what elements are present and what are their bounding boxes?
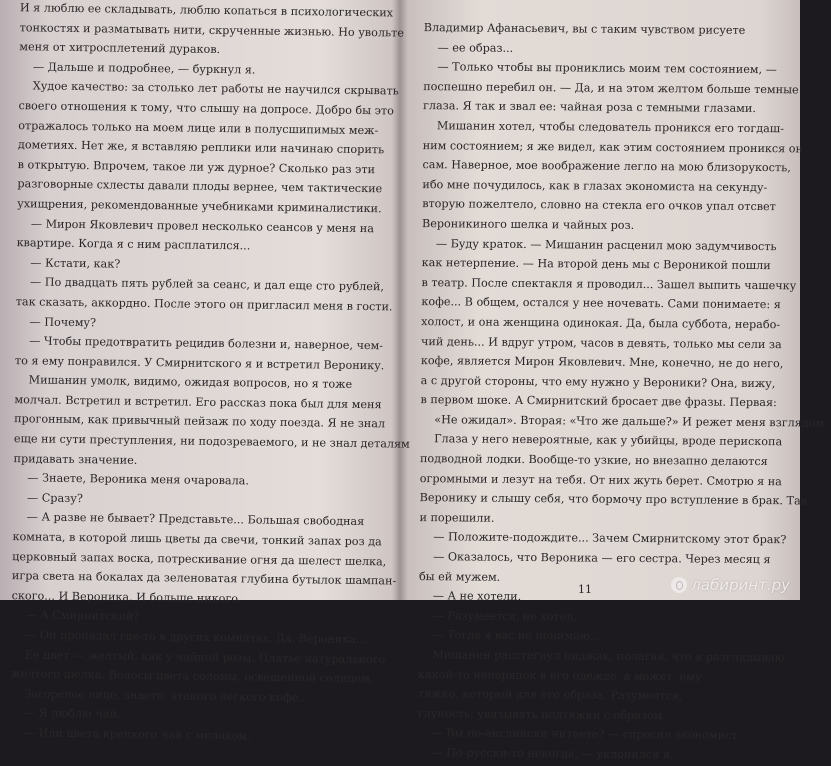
text-line: Веронику и слышу себя, что бормочу про вступление в брак. Так — [419, 491, 808, 508]
watermark — [671, 576, 790, 594]
text-line: меня от хитросплетений дураков. — [19, 40, 221, 57]
text-line: И я люблю ее складывать, люблю копаться в психологических — [19, 1, 394, 20]
text-line: комната, в которой лишь цветы да свечи, тонкий запах роз да — [12, 530, 382, 549]
text-line: отражалось только на моем лице или в полусшипимых меж- — [18, 118, 379, 137]
text-line: — Он пропадал где-то в других комнатах. Да, Вероника... — [25, 628, 367, 647]
text-line: разговорные схлесты давали плоды вернее, чем тактические — [17, 177, 383, 196]
text-line: Худое качество: за столько лет работы не научился скрывать — [32, 79, 399, 98]
text-line: — ее образ... — [437, 40, 514, 55]
text-line: желтого шелка. Волосы цвета соломы, освещенной солнцем. — [10, 667, 374, 686]
text-line: холост, и она женщина одинокая. Да, была суббота, нерабо- — [421, 314, 781, 332]
text-line: Глаза у него невероятные, как у убийцы, вроде перископа — [434, 432, 783, 449]
text-line: какой-то непорядок в его одежде, а может, ему — [418, 667, 702, 684]
text-line: сам. Наверное, мое воображение легло на мою близорукость, — [422, 158, 791, 175]
text-line: в открытую. Впрочем, такое ли уж дурное? Сколько раз эти — [17, 157, 376, 176]
text-line: — Дальше и подробнее, — буркнул я. — [32, 60, 256, 77]
text-line: Загорелое лицо, знаете, этакого легкого кофе... — [24, 687, 310, 705]
text-line: ибо мне почудилось, как в глазах экономиста на секунду- — [422, 177, 768, 194]
text-line: тяжко, который для его образа. Разумеется, — [417, 687, 683, 703]
text-line: — Разумеется, не хотел. — [432, 609, 578, 624]
text-line: и порешили. — [419, 510, 495, 525]
text-line: Владимир Афанасьевич, вы с таким чувством рисуете — [423, 21, 746, 37]
text-line: в театр. После спектакля я проводил... Зашел выпить чашечку — [421, 275, 797, 293]
text-line: — По-русски-то некогда, — уклонился я. — [431, 746, 674, 762]
text-line: — Буду краток. — Мишанин расценил мою задумчивость — [435, 236, 777, 253]
text-line: — Чтобы предотвратить рецидив болезни и, наверное, чем- — [29, 334, 384, 353]
text-line: то я ему понравился. У Смирнитского я и встретил Веронику. — [14, 353, 385, 373]
text-line: прогонным, как привычный пейзаж по ходу поезда. Я не знал — [14, 412, 386, 431]
page-number: 11 — [578, 583, 592, 596]
text-line: еще ни сути преступления, ни подозреваемого, и не знал деталям — [13, 432, 410, 451]
text-line: Мишанин умолк, видимо, ожидая вопросов, но я тоже — [28, 373, 353, 392]
text-line: поспешно перебил он. — Да, и на этом желтом больше темные — [423, 79, 799, 97]
text-line: — А разве не бывает? Представьте... Большая свободная — [26, 510, 365, 529]
text-line: ним состоянием; я же видел, как этим состоянием проникся он — [422, 138, 804, 155]
text-line: игра света на бокалах да зеленоватая глубина бутылок шампан- — [11, 569, 397, 588]
text-line: в первом шоке. А Смирнитский бросает две фразы. Первая: — [420, 393, 777, 410]
text-line: дометиях. Нет же, я вставляю реплики или начинаю спорить — [17, 138, 385, 157]
text-line: — Только чтобы вы прониклись моим тем состоянием, — — [437, 60, 777, 77]
text-line: а с другой стороны, что ему нужно у Вероники? Она, вижу, — [420, 373, 776, 390]
text-line: молчал. Встретил и встретил. Его рассказ пока был для меня — [14, 393, 382, 412]
text-line: огромными и лезут на тебя. От них жуть берет. Смотрю я на — [419, 471, 782, 488]
text-line: — Знаете, Вероника меня очаровала. — [27, 471, 250, 488]
text-line: ского... И Вероника. И больше никого. — [11, 588, 242, 606]
text-line: Мишанин расстегнул пиджак, полагая, что я разглядываю — [432, 648, 785, 665]
text-line: Мишанин хотел, чтобы следователь проникся его тогдаш- — [436, 119, 785, 136]
text-line: кофе, является Мирон Яковлевич. Мне, конечно, не до него, — [420, 354, 784, 371]
text-line: — Кстати, как? — [30, 256, 121, 271]
text-line: — Тогда я вас не понимаю... — [432, 628, 601, 644]
text-line: — Мирон Яковлевич провел несколько сеансов у меня на — [30, 216, 375, 235]
text-line: — Положите-подождите... Зачем Смирнитскому этот брак? — [433, 530, 787, 547]
text-line: кофе... В общем, остался у нее ночевать. Сами понимаете: я — [421, 295, 781, 312]
text-line: придавать значение. — [13, 451, 138, 467]
text-line: своего отношения к тому, что слышу на допросе. Добро бы это — [18, 99, 394, 118]
text-line: бы ей мужем. — [418, 569, 501, 584]
labirint-logo-icon — [671, 577, 687, 593]
text-line: — Почему? — [29, 314, 97, 329]
text-line: — Я люблю чай. — [23, 706, 121, 722]
text-line: церковный запах воска, потрескивание огня да шелест шелка, — [12, 549, 387, 568]
text-line: чий день... И вдруг утром, часов в девять, только мы сели за — [420, 334, 782, 351]
text-line: — А Смирнитский? — [25, 608, 140, 624]
text-line: — По двадцать пять рублей за сеанс, и дал еще сто рублей, — [29, 275, 385, 294]
text-line: «Не ожидал». Вторая: «Что же дальше?» И режет меня взглядом. — [434, 413, 828, 430]
text-line: ухищрения, рекомендованные учебниками криминалистики. — [17, 197, 382, 216]
text-line: глаза. Я так и звал ее: чайная роза с темными глазами. — [423, 99, 756, 116]
text-line: — Или цвета крепкого чая с молоком. — [23, 726, 251, 743]
text-line: тонкостях и разматывать нити, скрученные жизнью. Но увольте — [19, 20, 404, 40]
text-line: квартире. Когда я с ним расплатился... — [16, 236, 251, 253]
text-line: — Вы по-английски читаете? — спросил экономист — [431, 726, 738, 743]
text-line: — А не хотели. — [432, 589, 522, 604]
text-line: Ее цвет — желтый, как у чайной розы. Платье натурального — [24, 647, 386, 666]
text-line: — Сразу? — [26, 491, 83, 505]
right-page — [407, 0, 828, 762]
text-line: глупость: увязывать подтяжки с образом. — [417, 706, 667, 723]
text-line: так сказать, аккордно. После этого он пригласил меня в гости. — [15, 295, 393, 314]
left-page — [0, 0, 410, 743]
text-line: как нетерпение. — На второй день мы с Вероникой пошли — [421, 256, 771, 273]
watermark-text: лабиринт.ру — [691, 576, 790, 594]
text-line: Вероникиного шелка и чайных роз. — [421, 217, 635, 232]
text-line: — Оказалось, что Вероника — его сестра. Через месяц я — [433, 550, 771, 567]
text-line: вторую пожелтело, словно на стекла его очков упал отсвет — [422, 197, 776, 214]
text-line: подводной лодки. Вообще-то узкие, но внезапно делаются — [419, 452, 768, 469]
